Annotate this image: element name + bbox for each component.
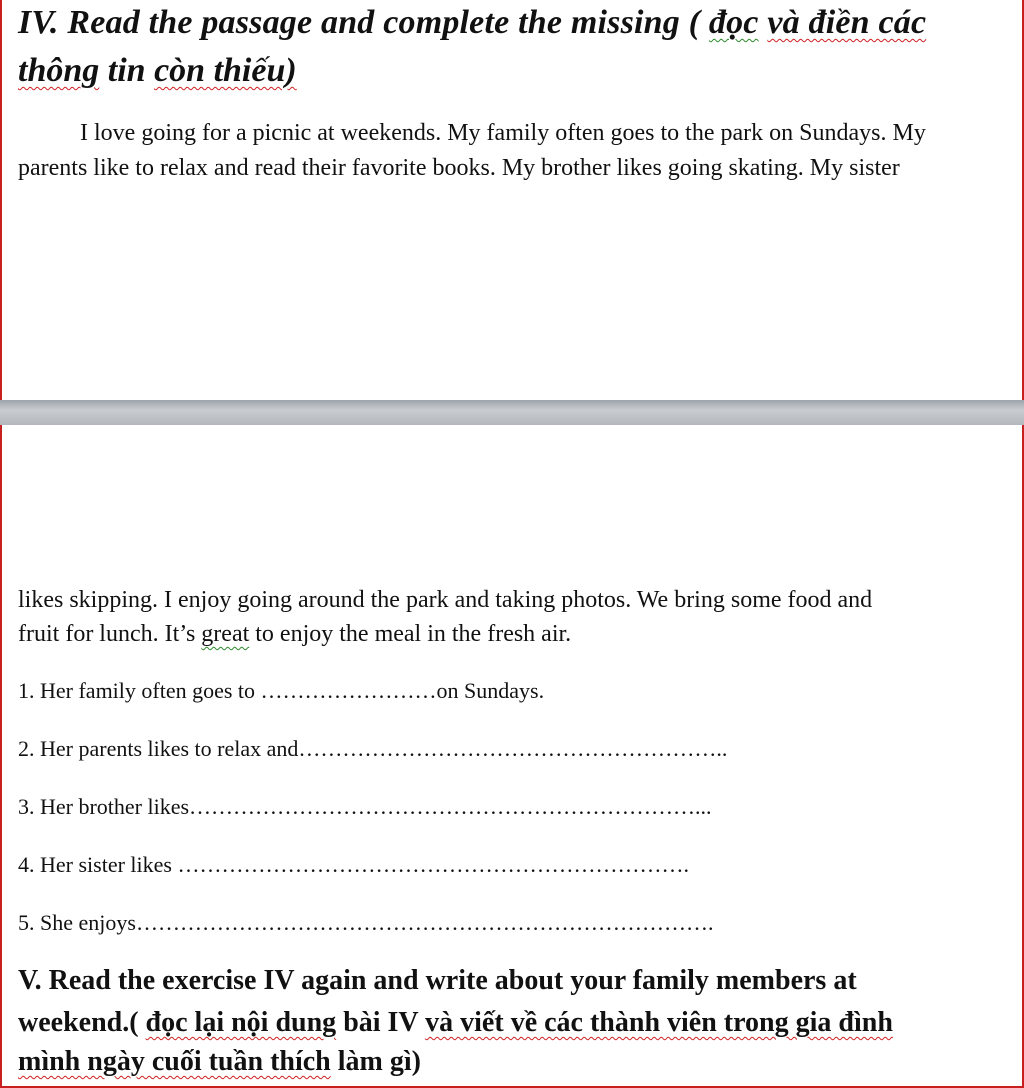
section-v-text: weekend.(: [18, 1007, 146, 1038]
title-text: còn thiếu): [154, 52, 297, 89]
section-iv-title: [18, 4, 926, 42]
title-text: [759, 4, 768, 41]
passage-text: fruit for lunch. It’s: [18, 621, 202, 647]
section-v-text: đọc lại nội dung: [145, 1007, 337, 1038]
title-text: tin: [99, 52, 155, 89]
question-5: 5. She enjoys…………………………………………………………………….: [18, 910, 714, 935]
page-break-gap: [0, 400, 1024, 425]
title-text: đọc: [708, 4, 759, 41]
question-4: 4. Her sister likes …………………………………………………………….: [18, 852, 689, 877]
passage-line: parents like to relax and read their favorite books. My brother likes going skating. My sister: [18, 155, 900, 181]
section-v-text: bài IV: [336, 1007, 426, 1038]
section-v-title-line2: [18, 1007, 893, 1039]
title-text: IV. Read the passage and complete the missing (: [18, 4, 709, 41]
title-text: và điền các: [767, 4, 927, 41]
section-v-text: mình ngày cuối tuần thích: [18, 1046, 331, 1077]
section-v-text: làm gì): [330, 1046, 421, 1077]
question-1: 1. Her family often goes to ……………………on Sundays.: [18, 678, 545, 703]
passage-line: I love going for a picnic at weekends. My family often goes to the park on Sundays. My: [80, 120, 926, 146]
passage-line: [18, 621, 571, 648]
passage-text: great: [201, 621, 250, 647]
section-v-title: V. Read the exercise IV again and write about your family members at: [18, 965, 857, 996]
question-2: 2. Her parents likes to relax and…………………………………………………..: [18, 736, 728, 761]
document-page-1: [0, 0, 1024, 400]
title-text: thông: [18, 52, 100, 89]
section-v-title-line3: [18, 1046, 421, 1078]
document-page-2: [0, 425, 1024, 1088]
question-3: 3. Her brother likes……………………………………………………………...: [18, 794, 712, 819]
passage-line: likes skipping. I enjoy going around the park and taking photos. We bring some food and: [18, 587, 873, 613]
section-iv-title-line2: [18, 52, 297, 90]
section-v-text: và viết về các thành viên trong gia đình: [425, 1007, 893, 1038]
passage-text: to enjoy the meal in the fresh air.: [249, 621, 572, 647]
